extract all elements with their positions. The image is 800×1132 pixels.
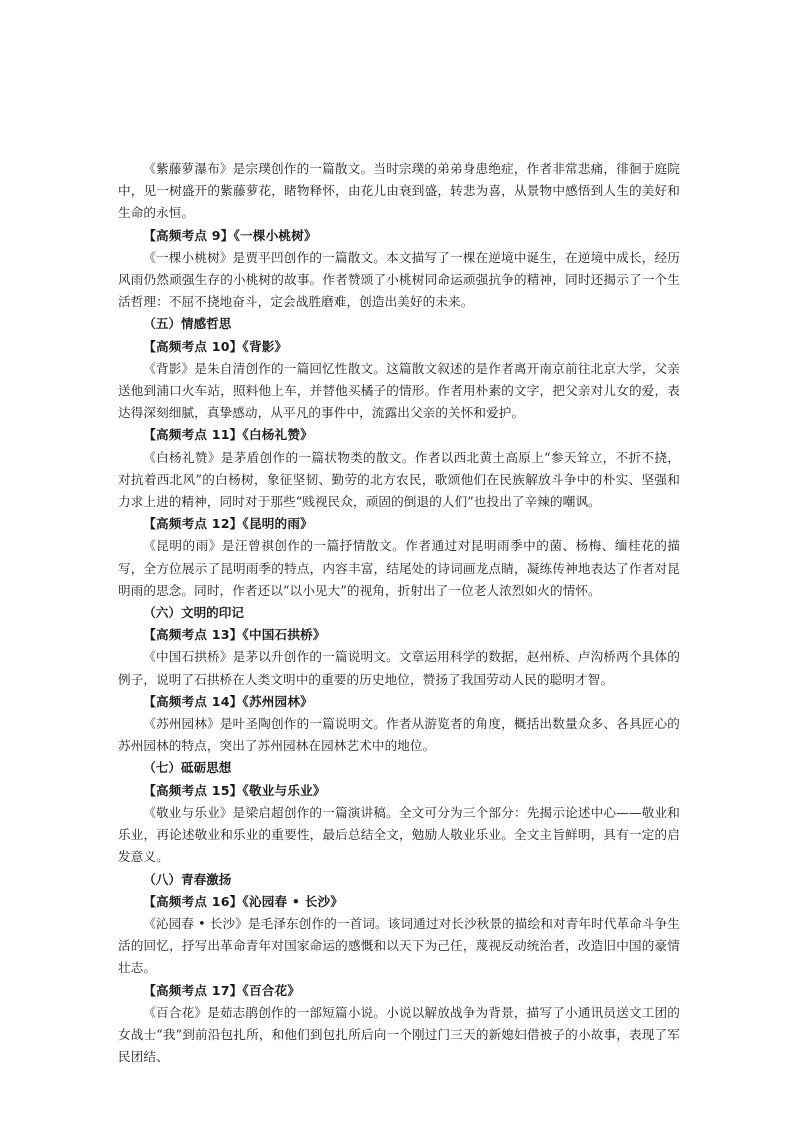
paragraph-beiying: 《背影》是朱自清创作的一篇回忆性散文。这篇散文叙述的是作者离开南京前往北京大学，父亲送他到浦口火车站，照料他上车，并替他买橘子的情形。作者用朴素的文字，把父亲对儿女的爱，表达得深刻细腻，真挚感动，从平凡的事件中，流露出父亲的关怀和爱护。 <box>118 360 680 421</box>
paragraph-zitengluo: 《紫藤萝瀑布》是宗璞创作的一篇散文。当时宗璞的弟弟身患绝症，作者非常悲痛，徘徊于庭院中，见一树盛开的紫藤萝花，睹物释怀，由花儿由衰到盛，转悲为喜，从景物中感悟到人生的美好和生命的永恒。 <box>118 161 680 221</box>
heading-point-11: 【高频考点 11】《白杨礼赞》 <box>143 427 313 443</box>
heading-point-15: 【高频考点 15】《敬业与乐业》 <box>143 782 326 798</box>
document-body <box>118 158 680 1068</box>
section-heading-8: （八）青春激扬 <box>143 871 232 887</box>
paragraph-baiyang: 《白杨礼赞》是茅盾创作的一篇状物类的散文。作者以西北黄土高原上“参天耸立，不折不挠，对抗着西北风”的白杨树，象征坚韧、勤劳的北方农民，歌颂他们在民族解放斗争中的朴实、坚强和力求上进的精神，同时对于那些“贱视民众，顽固的倒退的人们”也投出了辛辣的嘲讽。 <box>118 449 680 510</box>
paragraph-suzhou: 《苏州园林》是叶圣陶创作的一篇说明文。作者从游览者的角度，概括出数量众多、各具匠心的苏州园林的特点，突出了苏州园林在园林艺术中的地位。 <box>118 716 680 754</box>
paragraph-xiaotaoshu: 《一棵小桃树》是贾平凹创作的一篇散文。本文描写了一棵在逆境中诞生，在逆境中成长，经历风雨仍然顽强生存的小桃树的故事。作者赞颂了小桃树同命运顽强抗争的精神，同时还揭示了一个生活哲理：不屈不挠地奋斗，定会战胜磨难，创造出美好的未来。 <box>118 249 680 310</box>
section-heading-6: （六）文明的印记 <box>143 605 244 621</box>
section-heading-7: （七）砥砺思想 <box>143 760 232 776</box>
paragraph-kunming: 《昆明的雨》是汪曾祺创作的一篇抒情散文。作者通过对昆明雨季中的菌、杨梅、缅桂花的描写，全方位展示了昆明雨季的特点，内容丰富，结尾处的诗词画龙点睛，凝练传神地表达了作者对昆明雨的思念。同时，作者还以“以小见大”的视角，折射出了一位老人浓烈如火的情怀。 <box>118 538 680 598</box>
heading-point-17: 【高频考点 17】《百合花》 <box>143 982 301 998</box>
section-heading-5: （五）情感哲思 <box>143 316 232 332</box>
paragraph-qinyuanchun: 《沁园春 • 长沙》是毛泽东创作的一首词。该词通过对长沙秋景的描绘和对青年时代革命斗争生活的回忆，抒写出革命青年对国家命运的感慨和以天下为己任，蔑视反动统治者，改造旧中国的豪情壮志。 <box>118 915 680 976</box>
heading-point-12: 【高频考点 12】《昆明的雨》 <box>143 516 313 532</box>
heading-point-16: 【高频考点 16】《沁园春 • 长沙》 <box>143 893 344 909</box>
heading-point-9: 【高频考点 9】《一棵小桃树》 <box>143 227 317 243</box>
paragraph-jingye: 《敬业与乐业》是梁启超创作的一篇演讲稿。全文可分为三个部分：先揭示论述中心——敬业和乐业，再论述敬业和乐业的重要性，最后总结全文，勉励人敬业乐业。全文主旨鲜明，具有一定的启发意义。 <box>118 804 680 865</box>
heading-point-13: 【高频考点 13】《中国石拱桥》 <box>143 627 326 643</box>
paragraph-baihehua: 《百合花》是茹志鹃创作的一部短篇小说。小说以解放战争为背景，描写了小通讯员送文工团的女战士“我”到前沿包扎所，和他们到包扎所后向一个刚过门三天的新媳妇借被子的小故事，表现了军民团结、 <box>118 1004 680 1065</box>
heading-point-14: 【高频考点 14】《苏州园林》 <box>143 693 313 709</box>
heading-point-10: 【高频考点 10】《背影》 <box>143 338 288 354</box>
paragraph-shigongqiao: 《中国石拱桥》是茅以升创作的一篇说明文。文章运用科学的数据，赵州桥、卢沟桥两个具体的例子，说明了石拱桥在人类文明中的重要的历史地位，赞扬了我国劳动人民的聪明才智。 <box>118 649 680 687</box>
